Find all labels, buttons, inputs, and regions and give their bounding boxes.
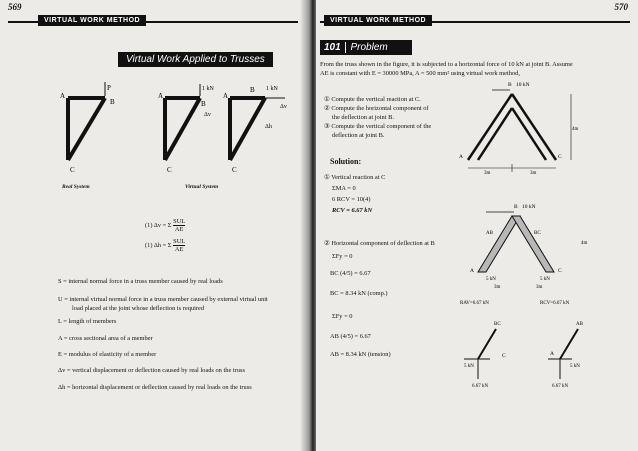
truss-figure-2 (460, 204, 594, 310)
fig2-label-ab: AB (486, 231, 493, 236)
solution-2-line-3: BC = 8.34 kN (comp.) (330, 290, 388, 297)
eq1-lhs: (1) Δv = Σ (145, 221, 172, 229)
eq1-numerator: SUL (173, 218, 186, 225)
eq1-denominator: AE (174, 226, 184, 233)
truss-2-members (478, 216, 554, 272)
fig1-label-load: 10 kN (516, 82, 530, 88)
label-c-3: C (232, 166, 237, 174)
label-c-1: C (70, 166, 75, 174)
solution-1-title: ① Vertical reaction at C (324, 174, 386, 181)
fig1-label-b: B (508, 82, 512, 88)
running-header-left: VIRTUAL WORK METHOD (38, 15, 146, 26)
label-dh: Δh (265, 124, 272, 130)
label-a-1: A (60, 92, 66, 100)
label-1kn-1: 1 kN (202, 86, 214, 92)
fig1-label-c: C (558, 154, 562, 160)
fig3-label-v1: 6.67 kN (472, 384, 489, 389)
question-3: ③ Compute the vertical component of the (324, 123, 432, 130)
fig2-label-bc: BC (534, 231, 541, 236)
definition-u-cont: load placed at the joint whose deflection is required (72, 305, 205, 312)
joint-a-member (560, 329, 578, 359)
label-c-2: C (167, 166, 172, 174)
fig2-label-load: 10 kN (522, 204, 536, 210)
solution-2-title: ② Horizontal component of deflection at B (324, 240, 435, 247)
label-a-2: A (158, 92, 164, 100)
fig2-label-w1: 3m (494, 285, 501, 290)
section-title: Virtual Work Applied to Trusses (118, 52, 273, 67)
equation-dh (145, 238, 185, 253)
definition-u: U = internal virtual normal force in a truss member caused by external virtual unit (58, 296, 268, 303)
fig1-label-a: A (459, 154, 463, 160)
label-b-1: B (110, 98, 115, 106)
definition-s: S = internal normal force in a truss member caused by real loads (58, 278, 223, 285)
label-b-3: B (250, 86, 255, 94)
fig2-label-h: 4m (581, 241, 588, 246)
virtual-system-truss-1 (165, 98, 200, 160)
problem-banner (320, 40, 412, 55)
solution-2-line-4: ΣFy = 0 (332, 313, 353, 320)
eq1-fraction (173, 218, 185, 233)
fig2-label-r2: 5 kN (540, 277, 550, 282)
question-2-cont: the deflection at joint B. (332, 114, 394, 121)
label-p: P (107, 84, 111, 92)
fig2-label-r1: 5 kN (486, 277, 496, 282)
eq2-lhs: (1) Δh = Σ (145, 241, 172, 249)
fig2-label-rcv: RCV=6.67 kN (540, 301, 570, 306)
fig3-label-f2: 5 kN (570, 364, 580, 369)
question-1: ① Compute the vertical reaction at C. (324, 96, 421, 103)
fig3-label-f1: 5 kN (464, 364, 474, 369)
fig3-label-bc: BC (494, 322, 501, 327)
fig3-label-c: C (502, 353, 506, 359)
definition-dh: Δh = horizontal displacement or deflection caused by real loads on the truss (58, 384, 252, 391)
solution-2-line-2: BC (4/5) = 6.67 (330, 270, 371, 277)
label-a-3: A (223, 92, 229, 100)
question-2: ② Compute the horizontal component of (324, 105, 429, 112)
equation-dv (145, 218, 185, 233)
solution-2-line-1: ΣFy = 0 (332, 253, 353, 260)
truss-figure-1 (456, 82, 581, 178)
fig2-label-c: C (558, 268, 562, 274)
joint-figures (464, 315, 594, 390)
fig3-label-a: A (550, 351, 554, 357)
definition-a: A = cross sectional area of a member (58, 335, 153, 342)
fig2-label-b: B (514, 204, 518, 210)
truss-figures (60, 80, 300, 195)
eq2-fraction (173, 238, 185, 253)
label-1kn-2: 1 kN (266, 86, 278, 92)
problem-statement: From the truss shown in the figure, it is subjected to a horizontal force of 10 kN at joint B. Assume AE is constant with E = 30000 MPa, A = 500 mm² using virtual work method, (320, 61, 573, 77)
eq2-denominator: AE (174, 246, 184, 253)
definition-dv: Δv = vertical displacement or deflection caused by real loads on the truss (58, 367, 245, 374)
caption-virtual-system: Virtual System (185, 184, 219, 190)
solution-1-line-1: ΣMA = 0 (332, 185, 356, 192)
fig1-label-h: 4m (572, 127, 579, 132)
solution-heading: Solution: (330, 157, 362, 166)
label-dv-1: Δv (204, 112, 211, 118)
question-3-cont: deflection at joint B. (332, 132, 385, 139)
fig2-label-a: A (470, 268, 474, 274)
fig2-label-w2: 3m (536, 285, 543, 290)
problem-number: 101 (324, 42, 341, 53)
label-dv-2: Δv (280, 104, 287, 110)
truss-1-members (468, 94, 556, 160)
label-b-2: B (201, 100, 206, 108)
fig3-label-ab: AB (576, 322, 583, 327)
left-page (0, 0, 312, 451)
fig1-label-w2: 3m (530, 171, 537, 176)
fig1-label-w1: 3m (484, 171, 491, 176)
eq2-numerator: SUL (173, 238, 186, 245)
joint-c-member (478, 329, 496, 359)
running-header-right: VIRTUAL WORK METHOD (324, 15, 432, 26)
solution-2-line-6: AB = 8.34 kN (tension) (330, 351, 391, 358)
definition-l: L = length of members (58, 318, 117, 325)
solution-2-line-5: AB (4/5) = 6.67 (330, 333, 371, 340)
caption-real-system: Real System (62, 184, 90, 190)
virtual-system-truss-2 (230, 98, 265, 160)
page-number-left: 569 (8, 2, 22, 12)
solution-1-line-2: 6 RCV = 10(4) (332, 196, 371, 203)
problem-label: Problem (345, 42, 387, 53)
right-page (316, 0, 638, 451)
real-system-truss (68, 98, 105, 160)
fig2-label-rav: RAV=6.67 kN (460, 301, 489, 306)
page-number-right: 570 (614, 2, 628, 12)
definition-e: E = modulus of elasticity of a member (58, 351, 157, 358)
solution-1-line-3: RCV = 6.67 kN (332, 207, 373, 214)
fig3-label-v2: 6.67 kN (552, 384, 569, 389)
